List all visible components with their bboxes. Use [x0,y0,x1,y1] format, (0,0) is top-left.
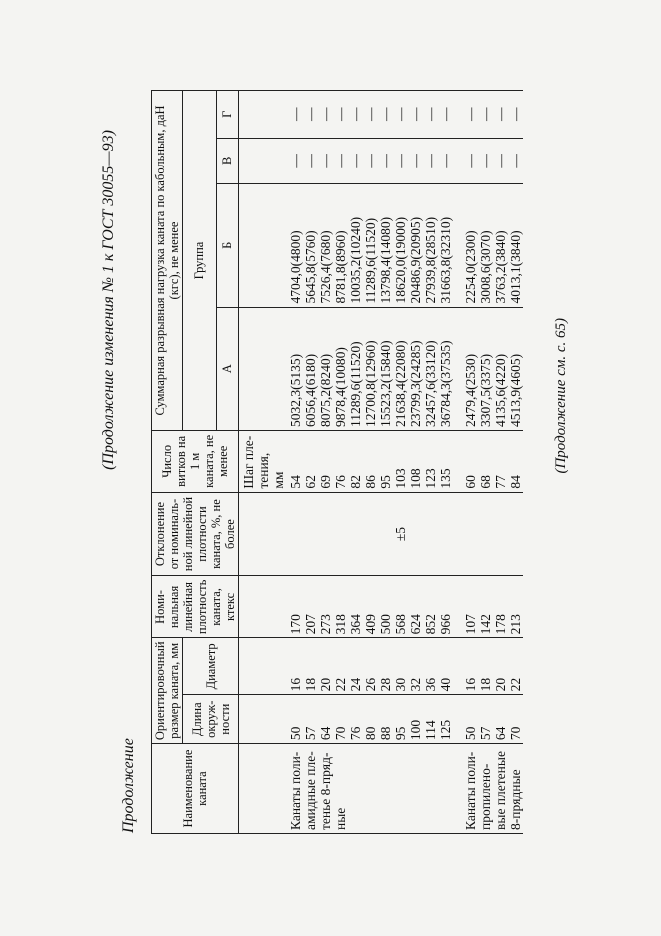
table-cell [453,638,463,695]
table-cell [453,695,463,744]
deviation-cell [288,492,303,576]
load-v-cell: — [318,138,333,184]
circumference-cell: 70 [333,695,348,744]
deviation-cell [378,492,393,576]
load-g-cell: — [348,91,363,139]
rope-name-cell [378,744,393,834]
rope-name-cell: вые плетеные [493,744,508,834]
table-cell [453,430,463,492]
load-v-cell: — [508,138,523,184]
table-cell [239,91,289,139]
load-a-cell: 6056,4(6180) [303,307,318,430]
circumference-cell: 50 [463,695,478,744]
rope-name-cell: Канаты поли- [463,744,478,834]
load-v-cell: — [478,138,493,184]
table-row [508,91,523,834]
load-g-cell: — [288,91,303,139]
density-cell: 170 [288,576,303,638]
load-v-cell: — [463,138,478,184]
table-row [288,91,303,834]
density-cell: 207 [303,576,318,638]
density-cell: 178 [493,576,508,638]
rope-name-cell: пропилено- [478,744,493,834]
load-b-cell: 4704,0(4800) [288,184,303,307]
header-density: Номи-нальная линейная плотность каната, ктекс [152,576,239,638]
load-g-cell: — [393,91,408,139]
table-row [408,91,423,834]
header-circumference: Длина окруж-ности [183,695,239,744]
table-body [239,91,524,834]
table-row [393,91,408,834]
turns-cell: 123 [423,430,438,492]
load-g-cell: — [303,91,318,139]
table-row-step-note [239,91,289,834]
deviation-cell [318,492,333,576]
table-row [478,91,493,834]
load-a-cell: 15523,2(15840) [378,307,393,430]
load-a-cell: 3307,5(3375) [478,307,493,430]
diameter-cell: 22 [508,638,523,695]
table-cell [453,744,463,834]
load-b-cell: 13798,4(14080) [378,184,393,307]
table-cell [453,307,463,430]
density-cell: 409 [363,576,378,638]
header-group-g: Г [216,91,239,139]
diameter-cell: 24 [348,638,363,695]
circumference-cell: 95 [393,695,408,744]
continuation-footer: (Продолжение см. с. 65) [553,318,569,474]
load-b-cell: 3008,6(3070) [478,184,493,307]
diameter-cell: 30 [393,638,408,695]
step-note-cell: Шаг пле-тения, мм [239,430,289,492]
load-a-cell: 2479,4(2530) [463,307,478,430]
deviation-cell [408,492,423,576]
table-cell [453,492,463,576]
circumference-cell: 100 [408,695,423,744]
load-a-cell: 23799,3(24285) [408,307,423,430]
load-a-cell: 5032,3(5135) [288,307,303,430]
header-diameter: Диаметр [183,638,239,695]
load-g-cell: — [438,91,453,139]
diameter-cell: 20 [318,638,333,695]
deviation-cell [493,492,508,576]
rope-name-cell [363,744,378,834]
load-a-cell: 32457,6(33120) [423,307,438,430]
load-g-cell: — [333,91,348,139]
table-cell [239,744,289,834]
turns-cell: 69 [318,430,333,492]
load-v-cell: — [333,138,348,184]
load-g-cell: — [318,91,333,139]
circumference-cell: 50 [288,695,303,744]
load-g-cell: — [378,91,393,139]
rope-name-cell [348,744,363,834]
turns-cell: 77 [493,430,508,492]
density-cell: 500 [378,576,393,638]
turns-cell: 68 [478,430,493,492]
load-g-cell: — [463,91,478,139]
circumference-cell: 57 [478,695,493,744]
diameter-cell: 28 [378,638,393,695]
load-v-cell: — [408,138,423,184]
diameter-cell: 18 [303,638,318,695]
density-cell: 966 [438,576,453,638]
density-cell: 213 [508,576,523,638]
load-a-cell: 36784,3(37535) [438,307,453,430]
turns-cell: 86 [363,430,378,492]
table-cell [239,695,289,744]
circumference-cell: 70 [508,695,523,744]
table-cell [453,138,463,184]
diameter-cell: 16 [288,638,303,695]
table-cell [239,638,289,695]
density-cell: 852 [423,576,438,638]
circumference-cell: 80 [363,695,378,744]
deviation-cell: ±5 [393,492,408,576]
circumference-cell: 88 [378,695,393,744]
load-a-cell: 4135,6(4220) [493,307,508,430]
turns-cell: 108 [408,430,423,492]
table-cell [453,91,463,139]
header-group: Группа [183,91,217,431]
diameter-cell: 36 [423,638,438,695]
load-v-cell: — [438,138,453,184]
load-v-cell: — [378,138,393,184]
rope-name-cell [408,744,423,834]
table-row [463,91,478,834]
turns-cell: 54 [288,430,303,492]
load-b-cell: 2254,0(2300) [463,184,478,307]
deviation-cell [423,492,438,576]
load-a-cell: 11289,6(11520) [348,307,363,430]
table-cell [453,576,463,638]
table-row [318,91,333,834]
table-row [348,91,363,834]
circumference-cell: 76 [348,695,363,744]
load-g-cell: — [423,91,438,139]
load-b-cell: 8781,8(8960) [333,184,348,307]
density-cell: 273 [318,576,333,638]
density-cell: 364 [348,576,363,638]
table-row [333,91,348,834]
load-v-cell: — [393,138,408,184]
load-a-cell: 4513,9(4605) [508,307,523,430]
load-b-cell: 5645,8(5760) [303,184,318,307]
rope-name-cell: ные [333,744,348,834]
load-b-cell: 18620,0(19000) [393,184,408,307]
table-row [363,91,378,834]
density-cell: 142 [478,576,493,638]
turns-cell: 95 [378,430,393,492]
load-g-cell: — [508,91,523,139]
header-load: Суммарная разрывная нагрузка каната по кабольным, даН (кгс), не менее [152,91,183,431]
header-deviation: Отклонение от номиналь-ной линейной плотности каната, %, не более [152,492,239,576]
continuation-header: (Продолжение изменения № 1 к ГОСТ 30055—93) [100,130,117,470]
turns-cell: 103 [393,430,408,492]
turns-cell: 60 [463,430,478,492]
header-size: Ориентировочный размер каната, мм [152,638,183,744]
density-cell: 624 [408,576,423,638]
rope-specification-table [151,90,523,834]
diameter-cell: 20 [493,638,508,695]
table-row [423,91,438,834]
rope-name-cell: 8-прядные [508,744,523,834]
load-b-cell: 4013,1(3840) [508,184,523,307]
circumference-cell: 125 [438,695,453,744]
density-cell: 568 [393,576,408,638]
table-row [303,91,318,834]
load-v-cell: — [423,138,438,184]
load-g-cell: — [478,91,493,139]
diameter-cell: 26 [363,638,378,695]
load-b-cell: 10035,2(10240) [348,184,363,307]
deviation-cell [438,492,453,576]
table-cell [453,184,463,307]
header-group-v: В [216,138,239,184]
load-a-cell: 12700,8(12960) [363,307,378,430]
diameter-cell: 40 [438,638,453,695]
continuation-label: Продолжение [120,738,137,833]
circumference-cell: 64 [318,695,333,744]
group-separator [453,91,463,834]
load-b-cell: 27939,8(28510) [423,184,438,307]
table-row [493,91,508,834]
density-cell: 318 [333,576,348,638]
rope-name-cell [423,744,438,834]
diameter-cell: 32 [408,638,423,695]
load-v-cell: — [288,138,303,184]
load-g-cell: — [493,91,508,139]
header-group-b: Б [216,184,239,307]
load-b-cell: 7526,4(7680) [318,184,333,307]
load-a-cell: 21638,4(22080) [393,307,408,430]
circumference-cell: 114 [423,695,438,744]
table-cell [239,492,289,576]
table-row [438,91,453,834]
rope-name-cell [438,744,453,834]
table-cell [239,138,289,184]
diameter-cell: 22 [333,638,348,695]
turns-cell: 76 [333,430,348,492]
rope-name-cell: Канаты поли- [288,744,303,834]
load-b-cell: 3763,2(3840) [493,184,508,307]
density-cell: 107 [463,576,478,638]
circumference-cell: 57 [303,695,318,744]
rope-name-cell: амидные пле- [303,744,318,834]
table-cell [239,576,289,638]
header-group-a: А [216,307,239,430]
diameter-cell: 18 [478,638,493,695]
deviation-cell [363,492,378,576]
deviation-cell [303,492,318,576]
deviation-cell [463,492,478,576]
deviation-cell [508,492,523,576]
diameter-cell: 16 [463,638,478,695]
load-v-cell: — [303,138,318,184]
table-row [378,91,393,834]
load-a-cell: 9878,4(10080) [333,307,348,430]
load-g-cell: — [363,91,378,139]
rope-name-cell [393,744,408,834]
table-cell [239,307,289,430]
load-a-cell: 8075,2(8240) [318,307,333,430]
load-v-cell: — [348,138,363,184]
load-b-cell: 20486,9(20905) [408,184,423,307]
header-turns: Число витков на 1 м каната, не менее [152,430,239,492]
load-b-cell: 11289,6(11520) [363,184,378,307]
deviation-cell [478,492,493,576]
turns-cell: 135 [438,430,453,492]
header-name: Наименование каната [152,744,239,834]
turns-cell: 62 [303,430,318,492]
deviation-cell [348,492,363,576]
turns-cell: 82 [348,430,363,492]
deviation-cell [333,492,348,576]
table-cell [239,184,289,307]
turns-cell: 84 [508,430,523,492]
load-g-cell: — [408,91,423,139]
rope-name-cell: тенье 8-пряд- [318,744,333,834]
load-b-cell: 31663,8(32310) [438,184,453,307]
circumference-cell: 64 [493,695,508,744]
load-v-cell: — [493,138,508,184]
load-v-cell: — [363,138,378,184]
